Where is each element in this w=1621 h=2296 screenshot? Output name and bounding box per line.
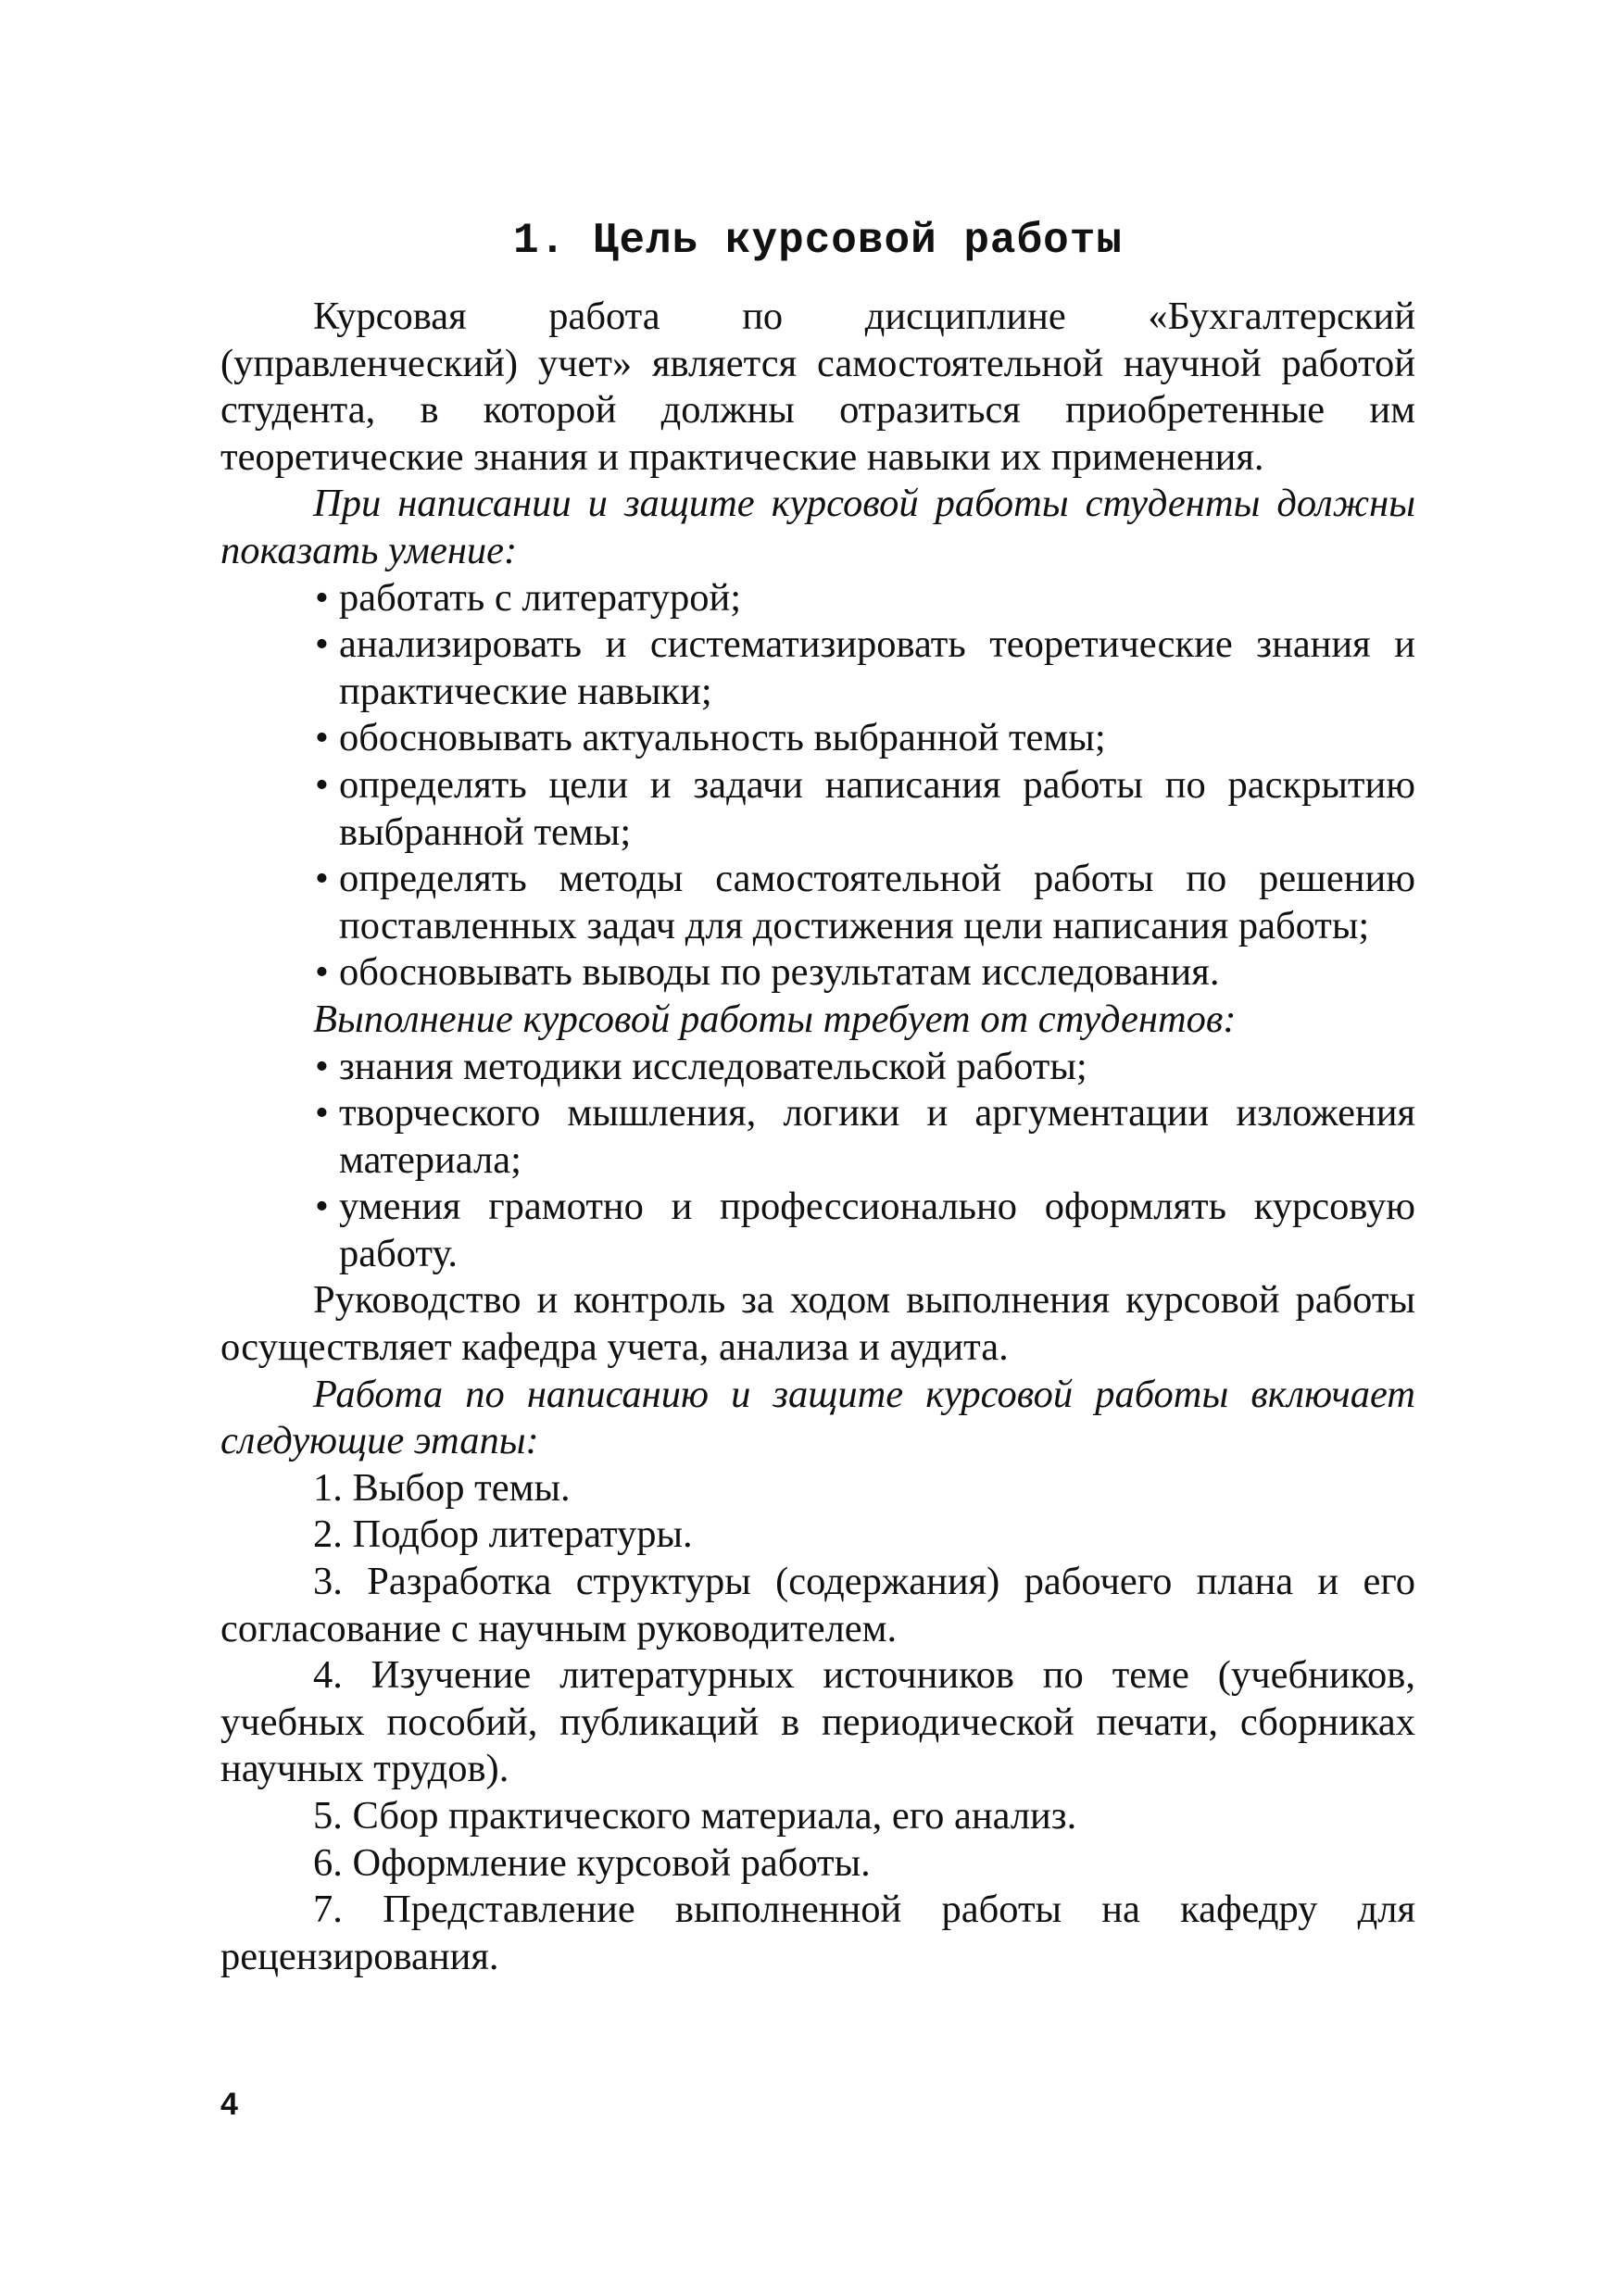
list-item-text: анализировать и систематизировать теоретические знания и практические навыки; bbox=[339, 622, 1415, 713]
supervision-paragraph: Руководство и контроль за ходом выполнения курсовой работы осуществляет кафедра учета, анализа и аудита. bbox=[220, 1278, 1415, 1370]
list-item-text: умения грамотно и профессионально оформлять курсовую работу. bbox=[339, 1185, 1415, 1275]
list-item bbox=[313, 762, 1415, 856]
list-item bbox=[313, 1044, 1415, 1091]
list-item bbox=[313, 856, 1415, 949]
stage-item: 5. Сбор практического материала, его анализ. bbox=[313, 1794, 1077, 1838]
bullet-icon: • bbox=[315, 1091, 329, 1135]
bullet-icon: • bbox=[315, 622, 329, 667]
bullet-icon: • bbox=[315, 1044, 329, 1088]
list-item bbox=[313, 715, 1415, 762]
bullet-icon: • bbox=[315, 575, 329, 620]
list-item-text: обосновывать актуальность выбранной темы; bbox=[339, 716, 1106, 760]
stage-item: 4. Изучение литературных источников по теме (учебников, учебных пособий, публикаций в периодической печати, сборниках научных трудов). bbox=[220, 1653, 1415, 1791]
list-item-text: обосновывать выводы по результатам исследования. bbox=[339, 950, 1220, 995]
list-item bbox=[313, 575, 1415, 622]
stages-heading: Работа по написанию и защите курсовой работы включает следующие этапы: bbox=[220, 1372, 1415, 1463]
skills-heading: При написании и защите курсовой работы студенты должны показать умение: bbox=[220, 482, 1415, 572]
stage-item: 2. Подбор литературы. bbox=[313, 1512, 693, 1557]
list-item bbox=[313, 949, 1415, 997]
bullet-icon: • bbox=[315, 762, 329, 807]
skills-list bbox=[220, 575, 1415, 997]
stage-item: 6. Оформление курсовой работы. bbox=[313, 1840, 871, 1885]
bullet-icon: • bbox=[315, 950, 329, 995]
stages-list bbox=[220, 1465, 1415, 1981]
list-item-text: определять цели и задачи написания работы по раскрытию выбранной темы; bbox=[339, 762, 1415, 854]
page-content bbox=[220, 208, 1415, 1980]
list-item bbox=[313, 621, 1415, 715]
list-item-text: творческого мышления, логики и аргументации изложения материала; bbox=[339, 1091, 1415, 1182]
list-item-text: работать с литературой; bbox=[339, 575, 742, 620]
list-item-text: знания методики исследовательской работы; bbox=[339, 1044, 1087, 1088]
bullet-icon: • bbox=[315, 857, 329, 901]
bullet-icon: • bbox=[315, 716, 329, 760]
bullet-icon: • bbox=[315, 1185, 329, 1229]
requirements-heading: Выполнение курсовой работы требует от студентов: bbox=[313, 997, 1237, 1041]
intro-paragraph: Курсовая работа по дисциплине «Бухгалтерский (управленческий) учет» является самостоятельной научной работой студента, в которой должны отразиться приобретенные им теоретические знания и практические навыки их применения. bbox=[220, 295, 1415, 479]
page-number: 4 bbox=[220, 2087, 238, 2122]
list-item bbox=[313, 1090, 1415, 1184]
list-item-text: определять методы самостоятельной работы по решению поставленных задач для достижения цели написания работы; bbox=[339, 857, 1415, 947]
stage-item: 7. Представление выполненной работы на кафедру для рецензирования. bbox=[220, 1888, 1415, 1978]
section-body bbox=[220, 294, 1415, 1980]
list-item bbox=[313, 1184, 1415, 1277]
requirements-list bbox=[220, 1044, 1415, 1278]
stage-item: 3. Разработка структуры (содержания) рабочего плана и его согласование с научным руководителем. bbox=[220, 1560, 1415, 1650]
section-title: 1. Цель курсовой работы bbox=[513, 217, 1123, 265]
stage-item: 1. Выбор темы. bbox=[313, 1465, 571, 1510]
